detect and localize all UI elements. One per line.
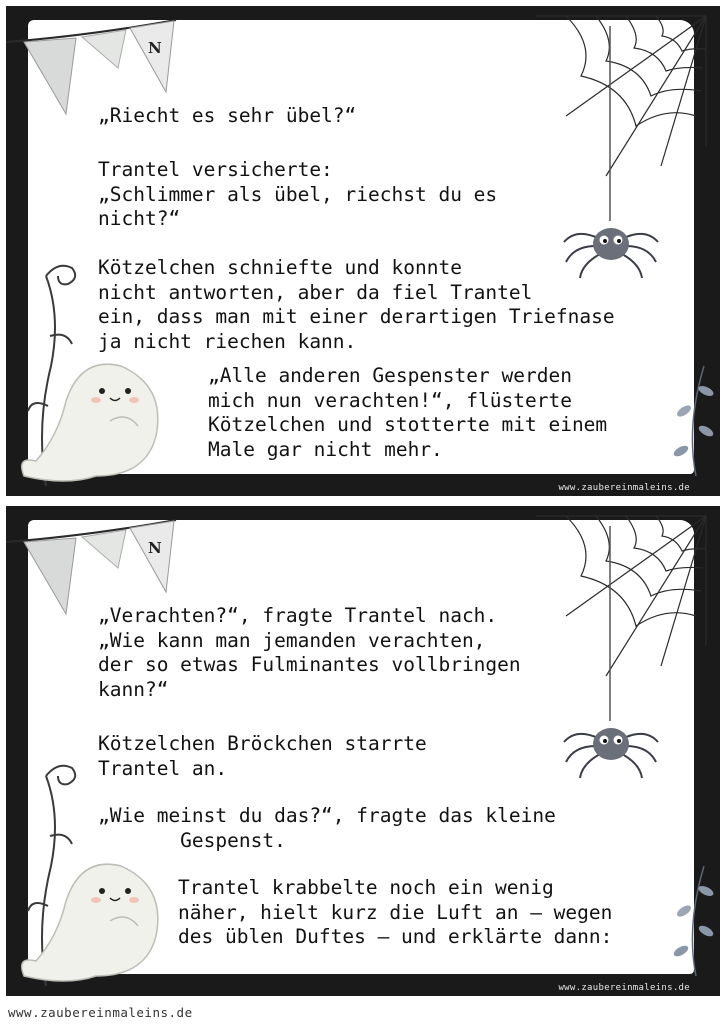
paragraph-4: „Alle anderen Gespenster werden mich nun verachten!“, flüsterte Kötzelchen und stotterte mit einem Male gar nicht mehr.: [208, 364, 608, 461]
card-credit: www.zaubereinmaleins.de: [558, 483, 690, 493]
paragraph-2: Trantel versicherte: „Schlimmer als übel, riechst du es nicht?“: [98, 158, 498, 230]
spider-web-icon: [536, 516, 706, 676]
paragraph-1: „Riecht es sehr übel?“: [98, 104, 357, 127]
paragraph-4: Trantel krabbelte noch ein wenig näher, hielt kurz die Luft an – wegen des üblen Duftes – und erklärte dann:: [178, 876, 613, 948]
page-footer-url: www.zaubereinmaleins.de: [8, 1005, 193, 1020]
leaf-branch-icon: [672, 366, 715, 476]
svg-text:N: N: [148, 539, 162, 557]
spider-icon: [564, 526, 658, 778]
paragraph-1: „Verachten?“, fragte Trantel nach. „Wie kann man jemanden verachten, der so etwas Fulminantes vollbringen kann?“: [98, 604, 521, 701]
spider-icon: [564, 26, 658, 278]
card-credit: www.zaubereinmaleins.de: [558, 983, 690, 993]
svg-text:N: N: [148, 39, 162, 57]
story-card-1: [6, 6, 720, 496]
paragraph-2: Kötzelchen Bröckchen starrte Trantel an.: [98, 732, 427, 780]
paragraph-3: Kötzelchen schniefte und konnte nicht antworten, aber da fiel Trantel ein, dass man mit einer derartigen Triefnase ja nicht riechen kann.: [98, 256, 615, 353]
paragraph-3: „Wie meinst du das?“, fragte das kleine Gespenst.: [98, 804, 556, 852]
leaf-branch-icon: [672, 866, 715, 976]
story-card-2: [6, 506, 720, 996]
bunting-flag-icon: [6, 520, 176, 614]
bunting-flag-icon: [6, 20, 176, 114]
spider-web-icon: [536, 16, 706, 176]
